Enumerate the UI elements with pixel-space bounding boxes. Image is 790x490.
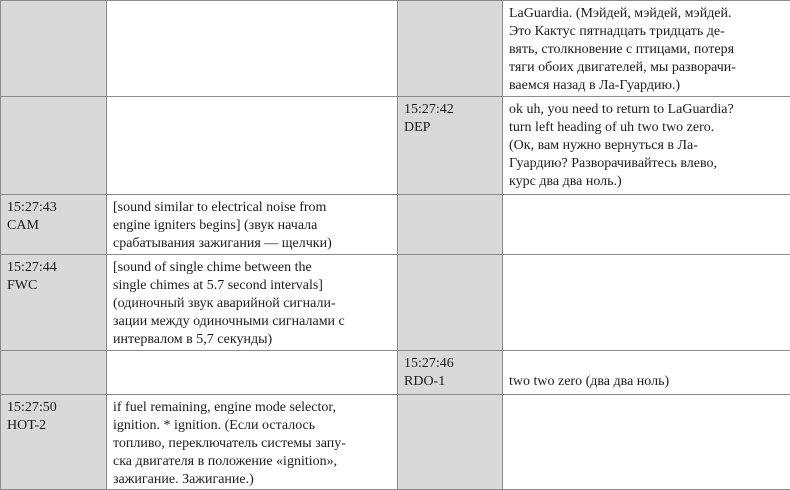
speaker-code: CAM <box>7 217 100 235</box>
right-text-cell <box>503 97 790 195</box>
right-time-speaker-cell <box>398 395 503 490</box>
left-time-speaker-cell <box>1 195 107 255</box>
left-time-speaker-cell <box>1 255 107 351</box>
table-row <box>1 255 790 351</box>
speaker-code: RDO-1 <box>404 373 496 391</box>
left-text: if fuel remaining, engine mode selector, ignition. * ignition. (Если осталось топливо, переключатель системы запу- ска двигателя в положение «ignition», зажигание. Зажигание.) <box>113 395 391 489</box>
right-time-speaker-cell <box>398 255 503 351</box>
right-time-speaker-cell <box>398 1 503 97</box>
timestamp: 15:27:42 <box>404 97 496 119</box>
right-time-speaker-cell <box>398 195 503 255</box>
speaker-code: DEP <box>404 119 496 137</box>
left-text-cell <box>107 351 398 395</box>
speaker-code: HOT-2 <box>7 417 100 435</box>
left-text: [sound similar to electrical noise from engine igniters begins] (звук начала срабатывания зажигания — щелчки) <box>113 195 391 253</box>
left-text-cell <box>107 1 398 97</box>
right-time-speaker-cell <box>398 351 503 395</box>
right-text-cell <box>503 1 790 97</box>
table-row <box>1 195 790 255</box>
table-row <box>1 351 790 395</box>
left-text-cell <box>107 255 398 351</box>
table-row <box>1 395 790 490</box>
speaker-code: FWC <box>7 277 100 295</box>
right-text: LaGuardia. (Мэйдей, мэйдей, мэйдей. Это Кактус пятнадцать тридцать де- вять, столкновение с птицами, потеря тяги обоих двигателей, мы разворачи- ваемся назад в Ла-Гуардию.) <box>509 1 784 95</box>
right-text-cell <box>503 255 790 351</box>
left-time-speaker-cell <box>1 97 107 195</box>
right-text: ok uh, you need to return to LaGuardia? turn left heading of uh two two zero. (Ок, вам нужно вернуться в Ла- Гуардию? Разворачивайтесь влево, курс два два ноль.) <box>509 97 784 191</box>
left-text-cell <box>107 97 398 195</box>
right-text: two two zero (два два ноль) <box>509 373 784 394</box>
left-text: [sound of single chime between the single chimes at 5.7 second intervals] (одиночный звук аварийной сигнали- зации между одиночными сигналами с интервалом в 5,7 секунды) <box>113 255 391 349</box>
table-row <box>1 1 790 97</box>
right-text-cell <box>503 395 790 490</box>
timestamp: 15:27:50 <box>7 395 100 417</box>
left-time-speaker-cell <box>1 351 107 395</box>
right-time-speaker-cell <box>398 97 503 195</box>
left-time-speaker-cell <box>1 395 107 490</box>
right-text-cell <box>503 351 790 395</box>
table-row <box>1 97 790 195</box>
timestamp: 15:27:46 <box>404 351 496 373</box>
timestamp: 15:27:44 <box>7 255 100 277</box>
left-time-speaker-cell <box>1 1 107 97</box>
timestamp: 15:27:43 <box>7 195 100 217</box>
left-text-cell <box>107 395 398 490</box>
left-text-cell <box>107 195 398 255</box>
right-text-cell <box>503 195 790 255</box>
